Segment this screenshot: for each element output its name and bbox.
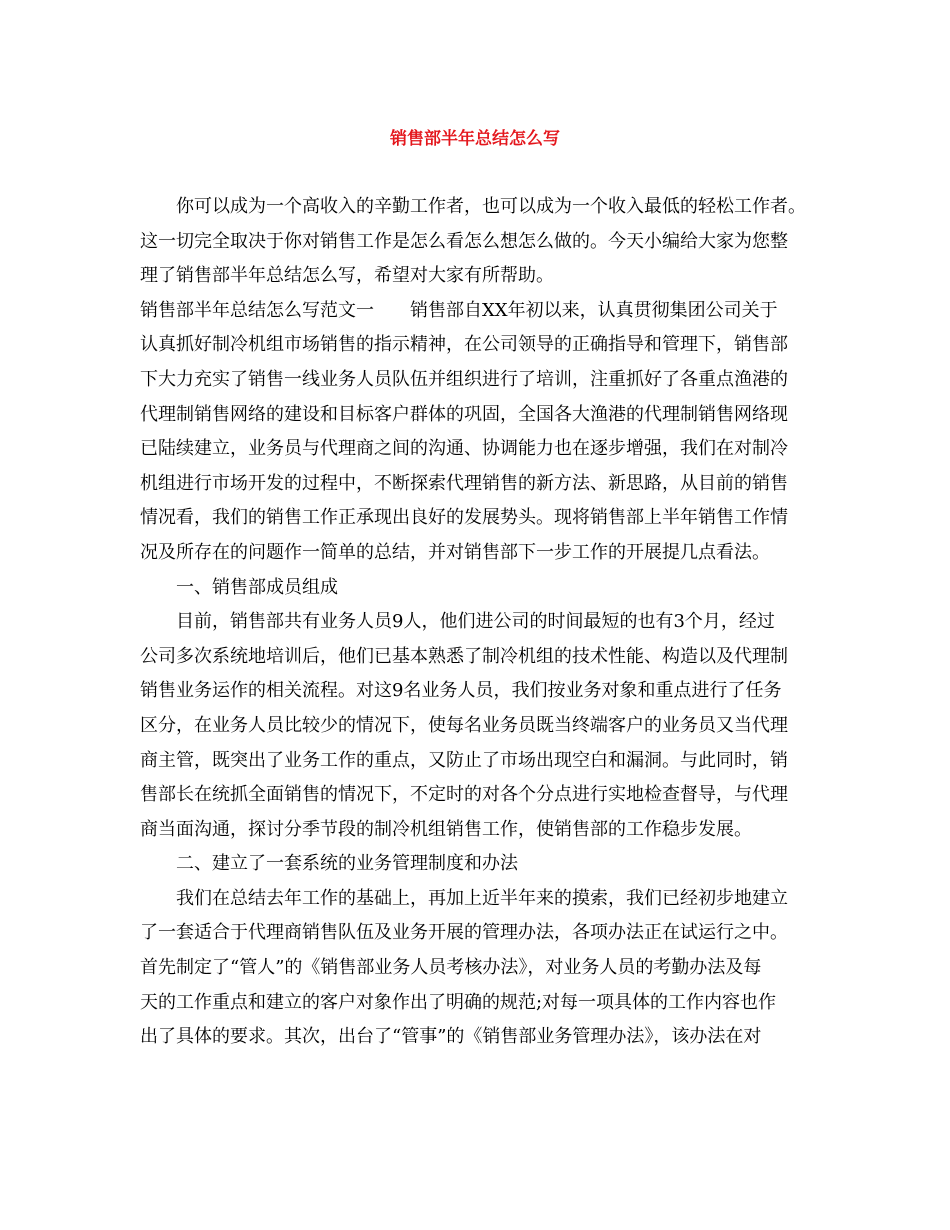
document-body bbox=[140, 190, 830, 1055]
paragraph-line: 已陆续建立，业务员与代理商之间的沟通、协调能力也在逐步增强，我们在对制冷 bbox=[140, 438, 788, 460]
paragraph-line: 情况看，我们的销售工作正承现出良好的发展势头。现将销售部上半年销售工作情 bbox=[140, 507, 788, 529]
paragraph-line: 我们在总结去年工作的基础上，再加上近半年来的摸索，我们已经初步地建立 bbox=[176, 887, 788, 909]
section-heading: 一、销售部成员组成 bbox=[176, 576, 338, 598]
paragraph-line: 区分，在业务人员比较少的情况下，使每名业务员既当终端客户的业务员又当代理 bbox=[140, 714, 788, 736]
paragraph-line: 目前，销售部共有业务人员9人，他们进公司的时间最短的也有3个月，经过 bbox=[176, 611, 775, 633]
paragraph-line: 况及所存在的问题作一简单的总结，并对销售部下一步工作的开展提几点看法。 bbox=[140, 541, 770, 563]
section-heading: 二、建立了一套系统的业务管理制度和办法 bbox=[176, 853, 518, 875]
paragraph-line: 下大力充实了销售一线业务人员队伍并组织进行了培训，注重抓好了各重点渔港的 bbox=[140, 368, 788, 390]
paragraph-line: 理了销售部半年总结怎么写，希望对大家有所帮助。 bbox=[140, 265, 554, 287]
paragraph-line: 天的工作重点和建立的客户对象作出了明确的规范;对每一项具体的工作内容也作 bbox=[140, 991, 777, 1013]
paragraph-line: 售部长在统抓全面销售的情况下，不定时的对各个分点进行实地检查督导，与代理 bbox=[140, 784, 788, 806]
paragraph-line: 公司多次系统地培训后，他们已基本熟悉了制冷机组的技术性能、构造以及代理制 bbox=[140, 645, 788, 667]
paragraph-line: 商主管，既突出了业务工作的重点，又防止了市场出现空白和漏洞。与此同时，销 bbox=[140, 749, 788, 771]
paragraph-line: 你可以成为一个高收入的辛勤工作者，也可以成为一个收入最低的轻松工作者。 bbox=[176, 196, 806, 217]
paragraph-line: 商当面沟通，探讨分季节段的制冷机组销售工作，使销售部的工作稳步发展。 bbox=[140, 818, 752, 840]
paragraph-line: 这一切完全取决于你对销售工作是怎么看怎么想怎么做的。今天小编给大家为您整 bbox=[140, 230, 788, 252]
paragraph-line: 首先制定了“管人”的《销售部业务人员考核办法》，对业务人员的考勤办法及每 bbox=[140, 957, 762, 979]
paragraph-line: 出了具体的要求。其次，出台了“管事”的《销售部业务管理办法》，该办法在对 bbox=[140, 1026, 762, 1048]
paragraph-line: 机组进行市场开发的过程中，不断探索代理销售的新方法、新思路，从目前的销售 bbox=[140, 472, 788, 494]
paragraph-line: 代理制销售网络的建设和目标客户群体的巩固，全国各大渔港的代理制销售网络现 bbox=[140, 403, 788, 425]
document-title: 销售部半年总结怎么写 bbox=[390, 129, 560, 149]
paragraph-line: 销售业务运作的相关流程。对这9名业务人员，我们按业务对象和重点进行了任务 bbox=[140, 680, 782, 702]
paragraph-line: 认真抓好制冷机组市场销售的指示精神，在公司领导的正确指导和管理下，销售部 bbox=[140, 334, 788, 356]
paragraph-line: 销售部半年总结怎么写范文一 销售部自XX年初以来，认真贯彻集团公司关于 bbox=[140, 299, 778, 321]
paragraph-line: 了一套适合于代理商销售队伍及业务开展的管理办法，各项办法正在试运行之中。 bbox=[140, 922, 788, 944]
